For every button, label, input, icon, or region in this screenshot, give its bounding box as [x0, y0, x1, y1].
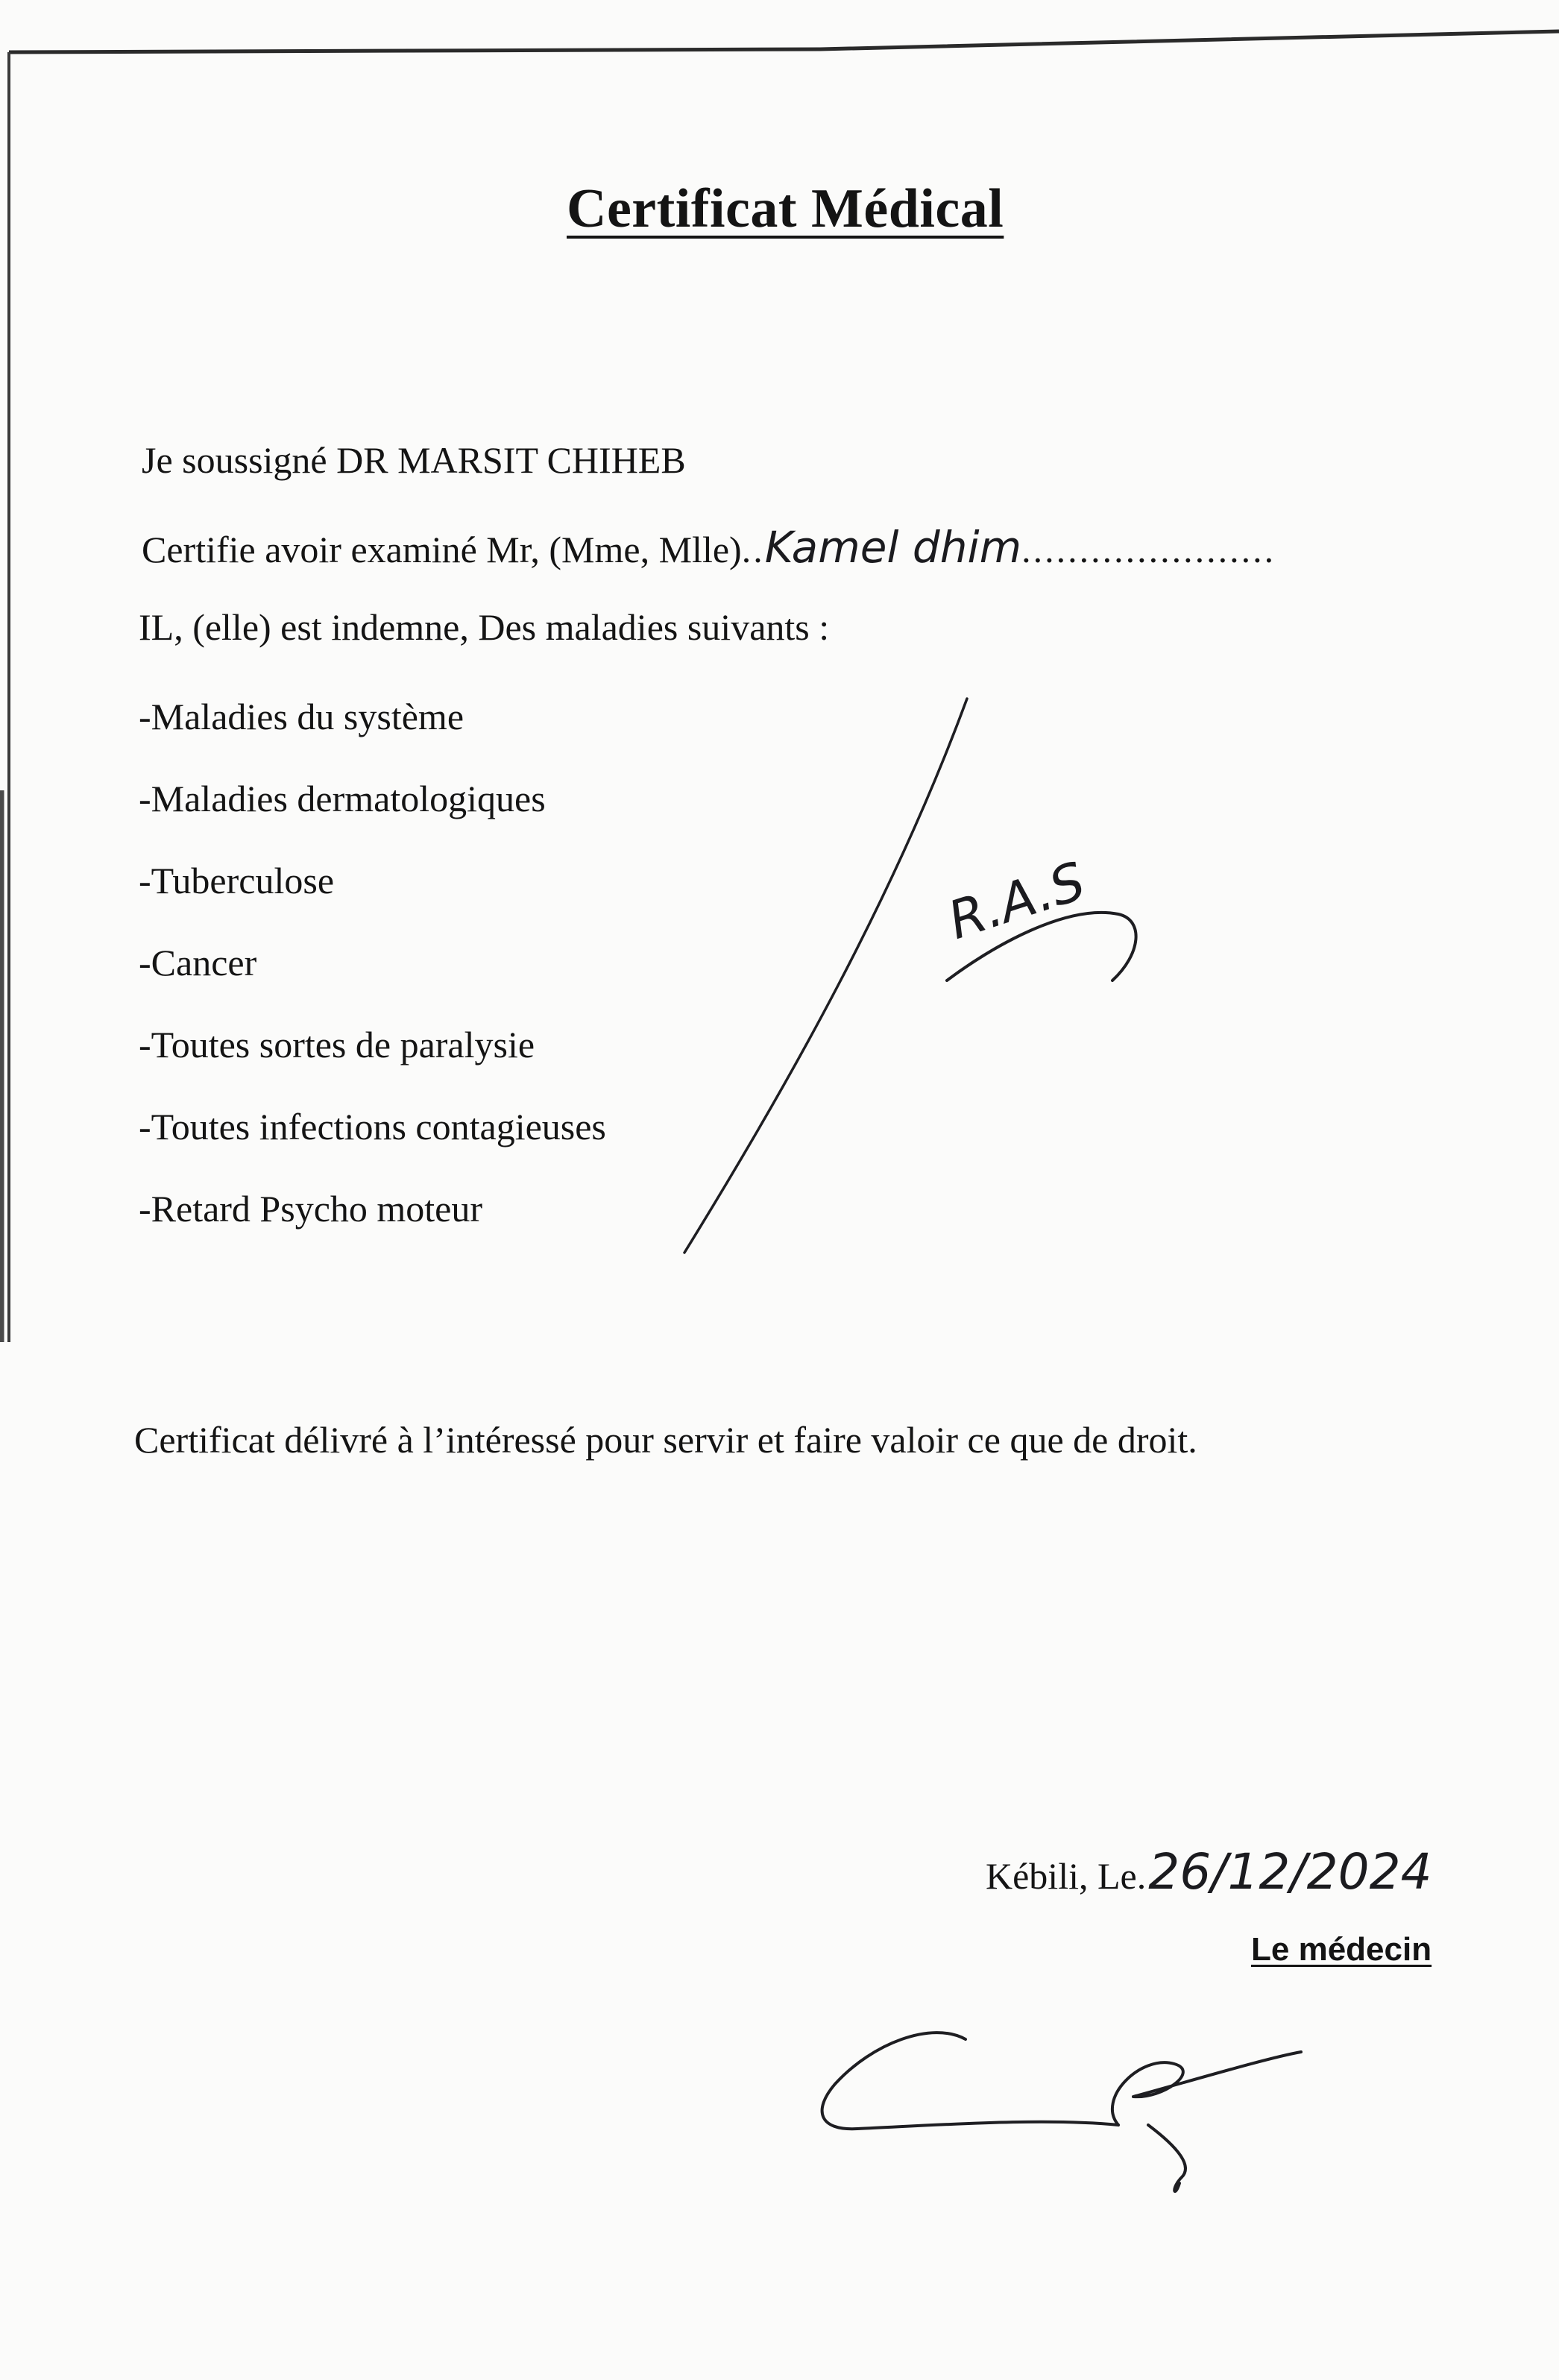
place-label: Kébili, Le [986, 1855, 1137, 1897]
signer-label: Le médecin [1251, 1931, 1432, 1968]
list-item: -Maladies dermatologiques [139, 778, 546, 819]
closing-statement: Certificat délivré à l’intéressé pour servir et faire valoir ce que de droit. [134, 1419, 1197, 1461]
date-line: Kébili, Le.26/12/2024 [986, 1843, 1432, 1901]
date-value: 26/12/2024 [1148, 1843, 1432, 1901]
list-item: -Toutes infections contagieuses [139, 1106, 606, 1148]
list-item: -Retard Psycho moteur [139, 1188, 483, 1230]
statement-line: IL, (elle) est indemne, Des maladies suivants : [139, 606, 830, 648]
exam-line: Certifie avoir examiné Mr, (Mme, Mlle)..Kamel dhim...................... [142, 522, 1276, 573]
declarant-line: Je soussigné DR MARSIT CHIHEB [142, 439, 686, 481]
list-item: -Toutes sortes de paralysie [139, 1024, 535, 1065]
list-item: -Maladies du système [139, 696, 464, 737]
page-title: Certificat Médical [567, 178, 1004, 239]
annotation-ras: R.A.S [941, 850, 1092, 951]
exam-prefix: Certifie avoir examiné Mr, (Mme, Mlle) [142, 529, 742, 570]
patient-name: Kamel dhim [764, 522, 1022, 573]
strike-line-icon [684, 699, 967, 1253]
list-item: -Cancer [139, 942, 257, 983]
ras-underline-icon [947, 913, 1136, 980]
signature-icon [822, 2033, 1301, 2191]
list-item: -Tuberculose [139, 860, 335, 901]
